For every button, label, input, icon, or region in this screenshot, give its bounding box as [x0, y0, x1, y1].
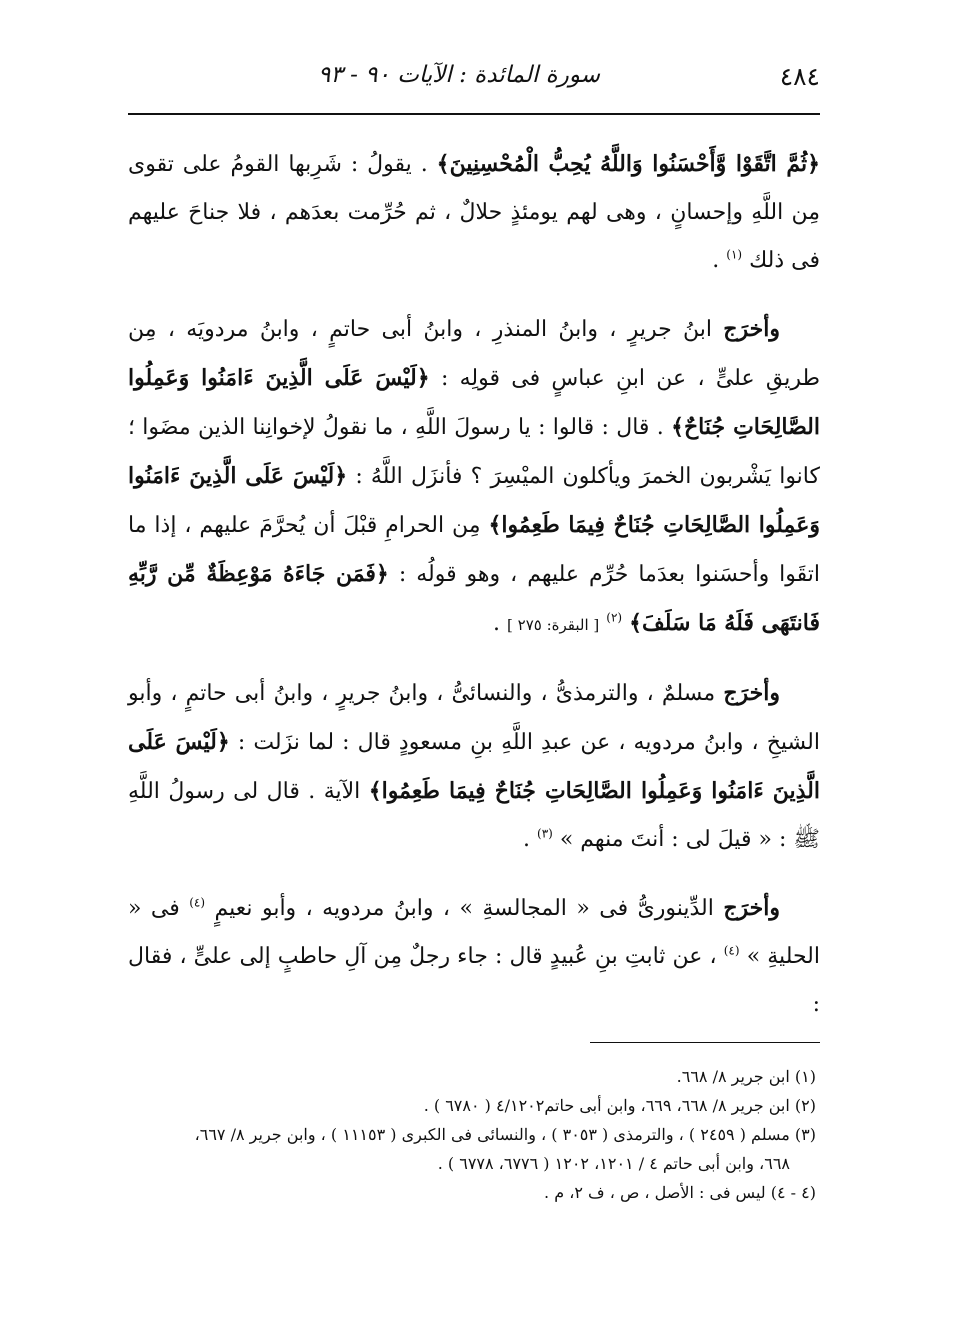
- paragraph-text: الدِّينورىُّ فى « المجالسةِ » ، وابنُ مردويه ، وأبو نعيمٍ: [214, 896, 714, 921]
- paragraph-text: مسلمٌ ، والترمذىُّ ، والنسائىُّ ، وابنُ جريرٍ ، وابنُ أبى حاتمٍ ، وأبو الشيخِ ، وابنُ مردويه ، عن عبدِ اللَّهِ بنِ مسعودٍ قال : لما نزَلت :: [128, 681, 820, 755]
- page-number: ٤٨٤: [779, 62, 820, 91]
- page-header: [128, 62, 820, 102]
- sentence-end: .: [712, 248, 720, 273]
- footnote-ref[interactable]: (٣): [537, 826, 553, 841]
- quran-quote: ﴿لَيْسَ عَلَى الَّذِينَ ءَامَنُوا وَعَمِلُوا الصَّالِحَاتِ جُنَاحٌ﴾: [128, 365, 820, 440]
- quran-quote: ﴿ثُمَّ اتَّقَوْا وَّأَحْسَنُوا وَاللَّهُ يُحِبُّ الْمُحْسِنِينَ﴾: [436, 151, 821, 177]
- footnote-ref[interactable]: (٤): [189, 895, 206, 910]
- sentence-end: .: [523, 827, 530, 852]
- paragraph-lead: وأخرَج: [723, 680, 780, 706]
- quran-quote: ﴿فَمَن جَاءَهُ مَوْعِظَةٌ مِّن رَّبِّهِ فَانتَهَى فَلَهُ مَا سَلَفَ﴾: [128, 561, 820, 636]
- footnote-3: (٣) مسلم ( ٢٤٥٩ ) ، والترمذى ( ٣٠٥٣ ) ، والنسائى فى الكبرى ( ١١١٥٣ ) ، وابن جرير ٨/ ٦٦٧،: [194, 1125, 816, 1144]
- footnote-3-continued: ٦٦٨، وابن أبى حاتم ٤ / ١٢٠١، ١٢٠٢ ( ٦٧٧٦، ٦٧٧٨ ) .: [437, 1154, 790, 1173]
- footnote-ref[interactable]: (٢): [606, 610, 623, 625]
- footnote-1: (١) ابن جرير ٨/ ٦٦٨.: [676, 1067, 816, 1086]
- paragraph-2: [128, 305, 820, 649]
- verse-citation: [ البقرة: ٢٧٥ ]: [507, 616, 600, 634]
- quran-quote: ﴿لَيْسَ عَلَى الَّذِينَ ءَامَنُوا وَعَمِلُوا الصَّالِحَاتِ جُنَاحٌ فِيمَا طَعِمُوا﴾: [128, 463, 820, 538]
- footnote-4: (٤ - ٤) ليس فى : الأصل ، ص ، ف ٢، م .: [544, 1183, 816, 1202]
- sentence-end: .: [493, 611, 501, 636]
- paragraph-text: . يقولُ : شَرِبها القومُ على تقوى مِن اللَّهِ وإحسانٍ ، وهى لهم يومئذٍ حلالٌ ، ثم حُرِّمت بعدَهم ، فلا جناحَ عليهم فى ذلك: [128, 152, 820, 273]
- paragraph-text: ، عن ثابتِ بنِ عُبيدٍ قال : جاء رجلٌ مِن آلِ حاطبٍ إلى علىٍّ ، فقال :: [128, 944, 820, 1017]
- footnote-ref[interactable]: (١): [726, 247, 743, 262]
- paragraph-text: الآية . قال لى رسولُ اللَّهِ ﷺ : « قيلَ لى : أنتَ منهم »: [128, 779, 820, 852]
- footnotes: [128, 1062, 816, 1207]
- footnote-2: (٢) ابن جرير ٨/ ٦٦٨، ٦٦٩، وابن أبى حاتم٤/١٢٠٢ ( ٦٧٨٠ ) .: [423, 1096, 816, 1115]
- paragraph-lead: وأخرَج: [723, 316, 780, 342]
- paragraph-text: فى « الحليةِ »: [128, 896, 820, 969]
- paragraph-4: [128, 884, 820, 1029]
- footnote-ref[interactable]: (٤): [723, 943, 740, 958]
- quran-quote: ﴿لَيْسَ عَلَى الَّذِينَ ءَامَنُوا وَعَمِلُوا الصَّالِحَاتِ جُنَاحٌ فِيمَا طَعِمُوا﴾: [128, 729, 820, 804]
- paragraph-3: [128, 669, 820, 864]
- paragraph-text: مِن الحرامِ قبْلَ أن يُحرَّمَ عليهم ، إذا ما اتقَوا وأحسَنوا بعدَما حُرِّم عليهم ، وهو قولُه :: [128, 513, 821, 587]
- header-rule: [128, 113, 820, 115]
- running-title: سورة المائدة : الآيات ٩٠ - ٩٣: [318, 62, 600, 88]
- paragraph-text: . قال : قالوا : يا رسولَ اللَّهِ ، ما نقولُ لإخوانِنا الذين مضَوا ؛ كانوا يَشْربون الخمرَ ويأكلون الميْسِرَ ؟ فأنزَل اللَّهُ :: [128, 415, 820, 489]
- paragraph-lead: وأخرَج: [723, 895, 781, 921]
- footnote-separator: [590, 1042, 820, 1043]
- main-text: [128, 140, 820, 1049]
- paragraph-text: ابنُ جريرٍ ، وابنُ المنذرِ ، وابنُ أبى حاتمٍ ، وابنُ مردويَه ، مِن طريقِ علىٍّ ، عن ابنِ عباسٍ فى قولِه :: [128, 317, 820, 391]
- paragraph-1: [128, 140, 820, 285]
